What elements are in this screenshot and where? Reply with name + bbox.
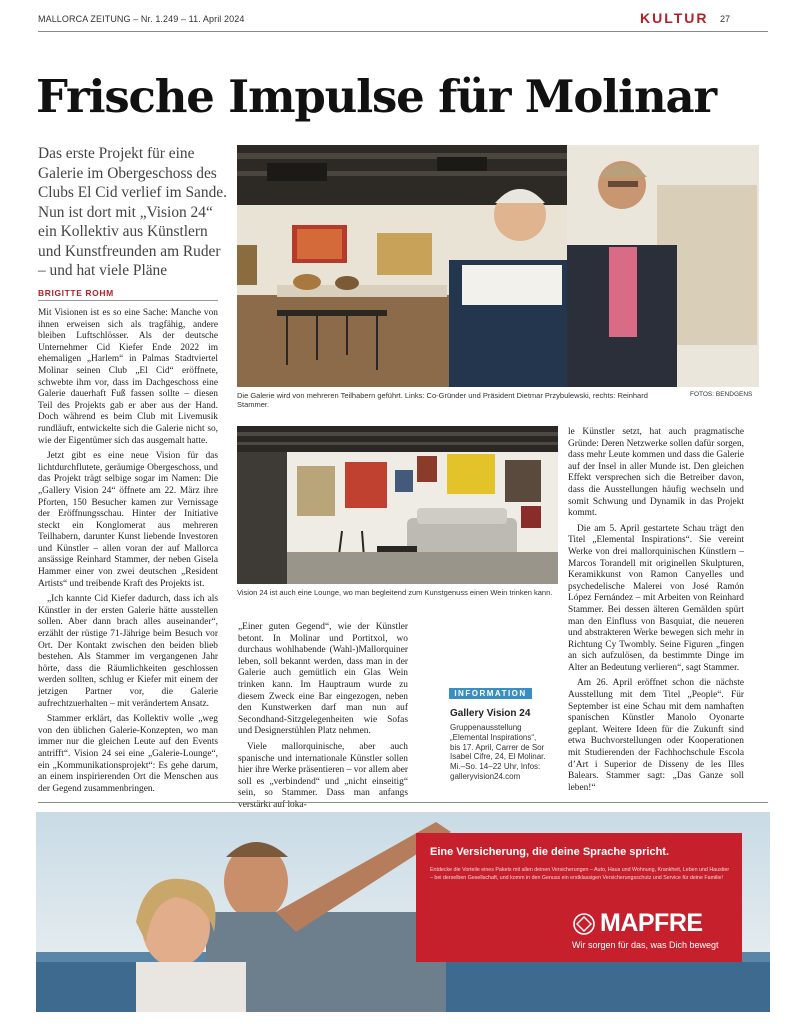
photo-gallery-lounge — [237, 426, 558, 584]
article-column-3 — [568, 427, 744, 798]
paragraph: Jetzt gibt es eine neue Vision für das lichtdurchflutete, geräumige Obergeschoss, und das Projekt trägt selbige sogar im Namen: Die „Gallery Vision 24“ öffnete am 22. März ihre Pforten, 150 Besucher kamen zur Vernissage der Eröffnungsschau. Hinter der Initiative steckt ein Konglomerat aus mehreren Teilhabern, darunter Kunst liebende Investoren und Künstler – allen voran der auf Mallorca ansässige Reinhard Stammer, der neben Gisela Hammer einer von zwei deutschen „Resident Artists“ und treibende Kraft des Projekts ist. — [38, 451, 218, 589]
paragraph: le Künstler setzt, hat auch pragmatische Gründe: Deren Netzwerke sollen dafür sorgen, dass mehr Leute kommen und dass die Galerie auf der Insel in aller Munde ist. Den gleichen Effekt versprechen sich die Betreiber davon, dass die Ausstellungen häufig wechseln und somit Schwung und Dynamik in das Projekt kommt. — [568, 427, 744, 519]
paragraph: Mit Visionen ist es so eine Sache: Manche von ihnen erweisen sich als tragfähig, andere bleiben Luftschlösser. Als der deutsche Unternehmer Cid Kiefer Ende 2022 im ehemaligen „Harlem“ in Palmas Stadtviertel Molinar seinen Club „El Cid“ eröffnete, schwebte ihm vor, dass im Dachgeschoss eine Galerie dauerhaft Fuß fassen sollte – diesen Teil des Projekts gab er aber aus der Hand. Doch während es beim Club mit Livemusik rundläuft, entwickelte sich die Galerie nicht so, wie der Eigentümer sich das ausgemalt hatte. — [38, 308, 218, 446]
info-label: INFORMATION — [454, 689, 527, 698]
author-byline: BRIGITTE ROHM — [38, 288, 114, 298]
headline: Frische Impulse für Molinar — [36, 70, 716, 123]
info-website-link[interactable]: galleryvision24.com — [450, 771, 521, 781]
article-column-2 — [238, 622, 408, 816]
header-divider — [38, 31, 768, 32]
photo-caption: Die Galerie wird von mehreren Teilhabern geführt. Links: Co-Gründer und Präsident Dietmar Przybulewski, rechts: Reinhard Stammer. — [237, 391, 648, 409]
masthead: MALLORCA ZEITUNG – Nr. 1.249 – 11. April 2024 — [38, 14, 245, 24]
photo-gallery-owners-image — [237, 145, 759, 387]
paragraph: „Einer guten Gegend“, wie der Künstler betont. In Molinar und Portitxol, wo durchaus wohlhabende (Wahl-)Mallorquiner leben, soll bekannt werden, dass man in der Galerie auch gemütlich ein Glas Wein trinken kann. Im Hauptraum wurde zu diesem Zweck eine Bar eingezogen, neben den Kunstwerken darf man nun auf Secondhand-Sitzgelegenheiten wie Sofas und Designerstühlen Platz nehmen. — [238, 622, 408, 737]
info-line: Isabel Cifre, 24, El Molinar. — [450, 752, 546, 762]
paragraph: Die am 5. April gestartete Schau trägt den Titel „Elemental Inspirations“. Sie vereint Werke von drei mallorquinischen Künstlern – Marcos Torandell mit originellen Skulpturen, Keramikkunst von Ramon Canyelles und psychedelische Malerei von José Ramón López Fernández – mit Arbeiten von Reinhard Stammer. Bei dessen älteren Gemälden spürt man den Einfluss von Basquiat, die neueren und abstrakteren Werke bewegen sich mehr in Richtung Cy Twombly. Seine Figuren „fingen an sich aufzulösen, da bestimmte Dinge im Alter an Bedeutung verlieren“, sagt Stammer. — [568, 523, 744, 673]
paragraph: Stammer erklärt, das Kollektiv wolle „weg von den üblichen Galerie-Konzepten, wo man immer nur die gleichen Leute auf den Events antrifft“. Vision 24 sei eine „Galerie-Lounge“, ein „Kommunikationsprojekt“: Es gehe darum, an einem inspirierenden Ort die Menschen aus der Gegend zusammenbringen. — [38, 714, 218, 794]
photo-credit: FOTOS: BENDGENS — [690, 391, 753, 398]
paragraph: Am 26. April eröffnet schon die nächste Ausstellung mit dem Titel „People“. Für September ist eine Schau mit dem namhaften spanischen Künstler Manolo Oyonarte geplant. Weitere Ideen für die Zukunft sind etwa Buchvorstellungen oder Kooperationen mit Studierenden der Fachhochschule Escola d’Art i Superior de Disseny de les Illes Balears. Stammer sagt: „Das Ganze soll leben!“ — [568, 678, 744, 793]
ad-slogan: Wir sorgen für das, was Dich bewegt — [572, 940, 719, 950]
info-line: Gruppenausstellung — [450, 723, 522, 732]
ad-divider — [38, 802, 768, 803]
paragraph: „Ich kannte Cid Kiefer dadurch, dass ich als Künstler in der ersten Galerie hätte ausstellen sollen. Aber dann brach alles auseinander“, erzählt der rüstige 71-Jährige beim Besuch vor Ort. Der Kontakt zwischen den beiden blieb bestehen. Als Stammer im vergangenen Jahr hörte, dass die Räumlichkeiten geschlossen werden sollten, schlug er Kiefer mit einem der jetzigen Partner vor, die Galerie aufrechtzuerhalten – mit verändertem Ansatz. — [38, 594, 218, 709]
section-label: KULTUR — [640, 10, 709, 26]
photo-gallery-owners — [237, 145, 759, 387]
info-title: Gallery Vision 24 — [450, 708, 531, 719]
ad-brand: MAPFRE — [600, 909, 703, 937]
info-line: „Elemental Inspirations“, — [450, 732, 537, 742]
paragraph: Viele mallorquinische, aber auch spanische und internationale Künstler sollen hier ihre Werke präsentieren – vor allem aber soll es „verbindend“ und „nicht einseitig“ sein, so Stammer. Dass man anfangs verstärkt auf loka- — [238, 741, 408, 810]
info-line: Mi.–So. 14–22 Uhr, Infos: — [450, 762, 541, 772]
byline-divider — [38, 300, 218, 301]
photo-caption: Vision 24 ist auch eine Lounge, wo man begleitend zum Kunstgenuss einen Wein trinken kann. — [237, 588, 553, 597]
info-details — [450, 723, 560, 782]
article-column-1 — [38, 308, 218, 799]
ad-body-text: Entdecke die Vorteile eines Pakets mit allen deinen Versicherungen – Auto, Haus und Wohnung, Krankheit, Leben und Haustier – bei derselben Gesellschaft, und komm in den Genuss ein erstklassigen Versicherungsschutz und Service für deine Familie! — [430, 867, 730, 881]
ad-headline: Eine Versicherung, die deine Sprache spricht. — [430, 846, 670, 858]
info-line: bis 17. April, Carrer de Sor — [450, 742, 545, 752]
photo-gallery-lounge-image — [237, 426, 558, 584]
page-number: 27 — [720, 14, 731, 24]
lead-paragraph: Das erste Projekt für eine Galerie im Obergeschoss des Clubs El Cid verlief im Sande. Nun ist dort mit „Vision 24“ ein Kollektiv aus Künstlern und Kunstfreunden am Ruder – und hat viele Pläne — [38, 145, 227, 279]
